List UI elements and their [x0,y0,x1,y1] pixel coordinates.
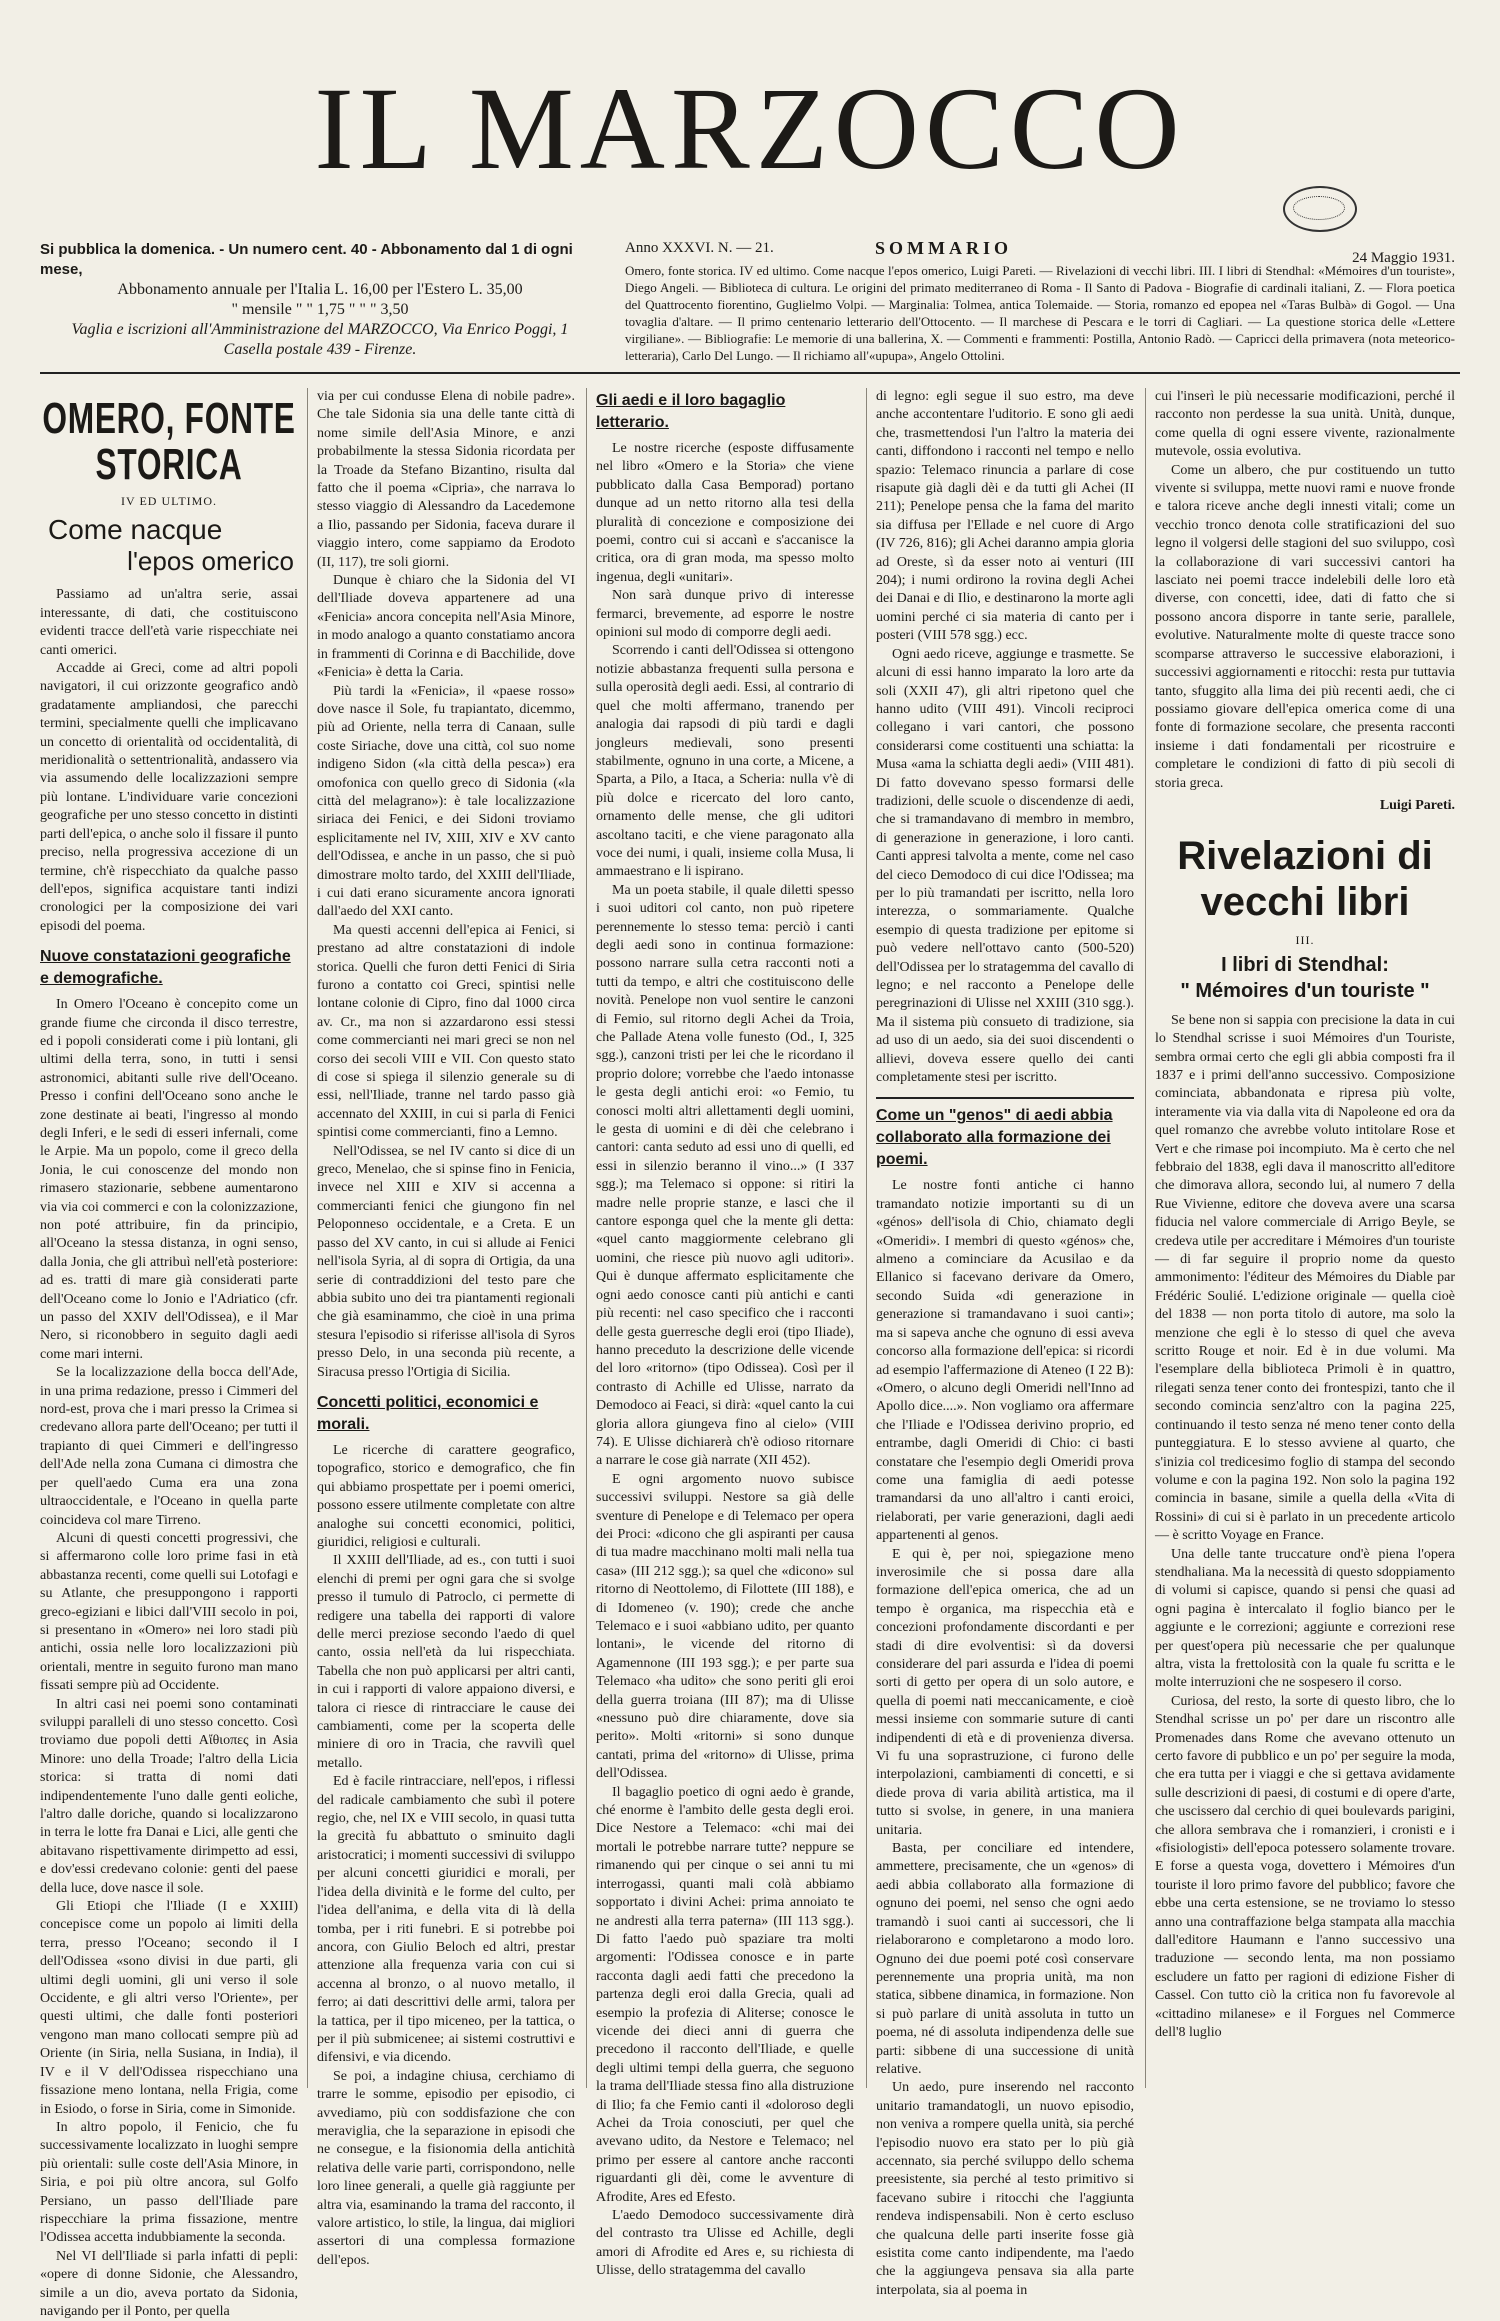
paragraph: Le nostre fonti antiche ci hanno tramandato notizie importanti su di un «génos» dell'isola di Chio, chiamato degli «Omeridi». I membri di questo «génos» che, almeno a cominciare da Acusilao e da Ellanico si facevano derivare da Omero, secondo Suida «di generazione in generazione si tramandavano i suoi canti»; ma si sapeva anche che ognuno di essi aveva concorso alla formazione dell'epica: si ricordi ad esempio l'affermazione di Ateneo (I 22 B): «Omero, o alcuno degli Omeridi nell'Inno ad Apollo dice....». Non vogliamo ora affermare che l'Iliade e l'Odissea derivino proprio, ed entrambe, dagli Omeridi di Chio: ci basti constatare che l'esempio degli Omeridi prova come una famiglia di aedi potesse tramandarsi da uno all'altro i canti eroici, rielaborati, per varie generazioni, dagli aedi appartenenti al genos. [876,1178,1134,1544]
paragraph: via per cui condusse Elena di nobile padre». Che tale Sidonia sia una delle tante città di nome simile dell'Asia Minore, e anzi probabilmente la stessa Sidonia ricordata per la Troade da Stefano Bizantino, risulta dal fatto che il poema «Cipria», che narrava lo stesso viaggio di Alessandro da Lacedemone a Ilio, passando per Sidonia, faceva durare il viaggio intero, come sappiamo da Erodoto (II, 117), tre soli giorni. [317,389,575,570]
paragraph: Il bagaglio poetico di ogni aedo è grande, ché enorme è l'ambito delle gesta degli eroi. Dice Nestore a Telemaco: «chi mai dei mortali le potrebbe narrare tutte? neppure se rimanendo qui per cinque o sei anni tu mi interrogassi, quanti mali colà abbiamo sopportato i divini Achei: prima annoiato te ne andresti alla terra paterna» (III 113 sgg.). Di fatto l'aedo può spaziare tra molti argomenti: l'Odissea conosce e in parte racconta dagli aedi fatti che precedono la partenza degli eroi dalla Grecia, quali ad esempio la profezia di Aliterse; conosce le vicende dei dieci anni di guerra che precedono il racconto dell'Iliade, e quelle degli ultimi tempi della guerra, che seguono la trama dell'Iliade stessa fino alla distruzione di Ilio; fa che Femio canti il «doloroso degli Achei da Troia conosciuti, per quel che avevano udito, da Nestore e Telemaco; nel primo per essere al cantore anche racconti riguardanti gli dèi, come le avventure di Afrodite, Ares ed Efesto. [596,1784,854,2205]
sommario-title: SOMMARIO [875,238,1012,258]
paragraph: Se bene non si sappia con precisione la data in cui lo Stendhal scrisse i suoi Mémoires d'un Touriste, sembra ormai certo che egli gli abbia composti fra il 1837 e i primi dell'anno successivo. Composizione cominciata, abbandonata e ripresa più volte, interamente via via dalla vita di Napoleone ed ora da quel romanzo che avrebbe voluto intitolare Rose et Vert e che rimase poi incompiuto. Ma è certo che nel febbraio del 1838, egli dava il manoscritto all'editore che dimorava allora, secondo lui, al numero 7 della Rue Vivienne, editore che doveva avere una scarsa fiducia nel valore commerciale di Arrigo Beyle, se credeva utile per accreditare i Mémoires d'un touriste — di far seguire il proprio nome da questo ammonimento: l'éditeur des Mémoires du Diable par Frédéric Soulié. L'edizione originale — quella cioè del 1838 — non porta titolo di autore, ma solo la menzione che egli è lo stesso di quel che aveva scritto Rouge et noir. Ed è in due volumi. Ma l'esemplare della biblioteca Primoli è in quattro, rilegati senza tener conto dei frontespizi, tanto che il secondo comincia senz'altro con la pagina 225, continuando il testo senza né meno tener conto della punteggiatura. E lo stesso avviene al quarto, che s'inizia col tredicesimo foglio di stampa del secondo volume e con la pagina 192. Non solo la pagina 192 comincia in basane, simile a quella della «Vita di Rossini» di cui si è parlato in un precedente articolo — è scritto Voyage en France. [1155,1012,1455,1544]
column-rule [586,388,587,2088]
paragraph: In Omero l'Oceano è concepito come un grande fiume che circonda il disco terrestre, ed i popoli considerati come i più lontani, gli ultimi della terra, sono, in tutti i sensi astronomici, abitanti sulle rive dell'Oceano. Presso i confini dell'Oceano sono anche le zone destinate ai beati, l'ingresso al mondo degli Inferi, e le sedi di esseri infernali, come le Arpie. Ma un popolo, come il greco della Jonia, le cui conoscenze del mondo non rimasero stazionarie, sebbene aumentarono via via coi commerci e con la colonizzazione, non poté attribuire, fin da principio, all'Oceano la stessa distanza, in ogni senso, dalla Jonia, che gli attribuì nell'età posteriore: ad es. tratti di mare già considerati parte dell'Oceano come lo Jonio e l'Adriatico (cfr. un passo del XXIV dell'Odissea), e il Mar Nero, si riconobbero in seguito dagli aedi come mari interni. [40,997,298,1362]
issue-summary [625,240,1455,364]
column-4 [876,388,1134,2298]
paragraph: Ma un poeta stabile, il quale diletti spesso i suoi uditori col canto, non può ripetere perennemente lo stesso tema: perciò i canti degli aedi sono in continua formazione: possono narrare sulla cetra racconti noti a tutti da tempo, e altri che costituiscono delle novità. Penelope non vuol sentire le canzoni di Femio, sul ritorno degli Achei da Troia, che Pallade Atena volle funesto (Od., I, 325 sgg.), canzoni tristi per lei che le ricordano il proprio dolore; vorrebbe che l'aedo intonasse le gesta degli antichi eroi: «o Femio, tu conosci molti altri allettamenti degli uomini, le gesta di uomini e di dèi che celebrano i cantori: canta seduto ad essi uno di quelli, ed essi in silenzio beranno il vino...» (I 337 sgg.); ma Telemaco si oppone: si ritiri la madre nelle proprie stanze, e lasci che il cantore esponga quel che la mente gli detta: «quel canto maggiormente celebrano gli uomini, che riesce più nuovo agli uditori». Qui è dunque affermato esplicitamente che ogni aedo conosce canti più antichi e canti più recenti: nel caso specifico che i racconti delle gesta guerresche degli eroi (tipo Iliade), hanno preceduto la descrizione delle vicende del loro «ritorno» (tipo Odissea). Così per il contrasto di Achille ed Ulisse, narrato da Demodoco ai Feaci, si dirà: «quel canto la cui gloria allora giungeva fino al cielo» (VIII 74). E Ulisse dichiarerà ch'è odioso ritornare a narrare le cose già narrate (XII 452). [596,882,854,1469]
paragraph: di legno: egli segue il suo estro, ma deve anche accontentare l'uditorio. E sono gli aedi che, trasmettendosi l'un l'altro la materia dei canti, diffondono i racconti nel tempo e nello spazio: Telemaco rinuncia a parlare di cose risapute già dagli dèi e da tutti gli Achei (II 211); Penelope pensa che la fama del marito sia diffusa per l'Ellade e nel cuore di Argo (IV 726, 816); gli Achei daranno ampia gloria ad Oreste, sì da esser noto ai venturi (III 204); i numi ordirono la rovina degli Achei dei Danai e di Ilio, e destinarono la morte agli uomini perché ci sia materia di canto per i posteri (VIII 578 sgg.) ecc. [876,389,1134,644]
column-rule [1145,388,1146,2088]
paragraph: Non sarà dunque privo di interesse fermarci, brevemente, ad esporre le nostre opinioni sul modo di comporre degli aedi. [596,588,854,641]
column-2 [317,388,575,2268]
column-rule [866,388,867,2088]
pubinfo-line4: Vaglia e iscrizioni all'Amministrazione del MARZOCCO, Via Enrico Poggi, 1 [71,321,569,338]
paragraph: Se poi, a indagine chiusa, cerchiamo di trarre le somme, episodio per episodio, ci avvediamo, più con soddisfazione che con meraviglia, che la separazione in episodi che ne consegue, e la fisionomia della antichità relativa delle varie parti, corrispondono, nelle loro linee generali, a quelle già raggiunte per altra via, esaminando la trama del racconto, il valore artistico, lo stile, la lingua, dai migliori assertori di una complessa formazione dell'epos. [317,2068,575,2268]
header-divider [40,372,1460,374]
paragraph: Ma questi accenni dell'epica ai Fenici, si prestano ad altre constatazioni di indole storica. Quelli che furon detti Fenici di Siria furono a contatto coi Greci, spintisi nelle lontane colonie di Cipro, fino dal 1000 circa av. Cr., ma non si azzardarono essi stessi come commercianti nei mari greci se non nel corso dei secoli VIII e VII. Con questo stato di cose si spiega il silenzio generale su di essi, nell'Iliade, tranne nel tardo passo già accennato del XXIII, in cui si parla di Fenici spintisi come commercianti, fino a Lemno. [317,922,575,1141]
article-subtitle-2: l'epos omerico [127,546,294,577]
article-subtitle-2: " Mémoires d'un touriste " [1180,979,1430,1002]
pubinfo-line2: Abbonamento annuale per l'Italia L. 16,00 per l'Estero L. 35,00 [117,281,523,298]
section-heading: Concetti politici, economici e morali. [317,1393,539,1433]
paragraph: Un aedo, pure inserendo nel racconto unitario tramandatogli, un nuovo episodio, non veniva a rompere quella unità, sia perché l'episodio nuovo era stato per lo più già accennato, sia perché sviluppo dello schema preesistente, sia perché al testo primitivo si facevano subire i ritocchi che l'aggiunta rendeva indispensabili. Non è certo escluso che qualcuna delle parti inserite fosse già esistita come canto indipendente, ma l'aedo che la aggiungeva pensava sia alla parte interpolata, sia al poema in [876,2080,1134,2298]
paragraph: Le ricerche di carattere geografico, topografico, storico e demografico, che fin qui abbiamo prospettate per i poemi omerici, possono essere utilmente completate con altre analoghe sui concetti economici, politici, giuridici, religiosi e culturali. [317,1442,575,1550]
paragraph: Ogni aedo riceve, aggiunge e trasmette. Se alcuni di essi hanno imparato la loro arte da soli (XXII 47), gli altri ripetono quel che hanno udito (VIII 491). Vincoli reciproci collegano i vari cantori, che possono considerarsi come costituenti una schiatta: la Musa «ama la schiatta degli aedi» (VIII 481). Di fatto dovevano spesso formarsi delle tradizioni, delle scuole o discendenze di aedi, che si tramandavano di membro in membro, di generazione in generazione, i loro canti. Canti appresi talvolta a mente, come nel caso del cieco Demodoco di cui dice l'Odissea; ma per lo più tramandati per iscritto, nella loro interezza, o sommariamente. Qualche esempio di questa tradizione per epitome si può vedere nell'ottavo canto (500-520) dell'Odissea per lo stratagemma del cavallo di legno; e nel racconto a Penelope delle peregrinazioni di Ulisse nel XXIII (310 sgg.). Ma il sistema più consueto di tradizione, sia ad uso di un aedo, sia dei suoi discendenti o allievi, doveva essere quello dei canti completamente stesi per iscritto. [876,646,1134,1086]
paragraph: Più tardi la «Fenicia», il «paese rosso» dove nasce il Sole, fu trapiantato, dicemmo, più ad Oriente, nella terra di Canaan, sulle coste Siriache, dove una città, col suo nome indigeno Sidon («la città della pesca») era omofonica con quello greco di Sidonia («la città del melagrano»): è tale localizzazione siriaca dei Fenici, e dei Sidoni troviamo esplicitamente nel IV, XIII, XIV e XV canto dell'Odissea, e anche in un passo, che si può dimostrare molto tardo, del XXIII dell'Iliade, i cui dati erano sicuramente ancora ignorati dall'aedo del XXI canto. [317,683,575,920]
section-heading: Nuove constatazioni geografiche e demografiche. [40,948,291,988]
paragraph: Le nostre ricerche (esposte diffusamente nel libro «Omero e la Storia» che viene pubblicato dalla Casa Bemporad) portano dunque ad un netto ritorno alla tesi della pluralità di concezione e composizione dei poemi, contro cui si accanì e s'accanisce la critica, ora di gran moda, ma spesso molto ingenua, degli «unitari». [596,441,854,585]
paragraph: Passiamo ad un'altra serie, assai interessante, di dati, che costituiscono evidenti tracce dell'età varie rispecchiate nei canti omerici. [40,587,298,658]
publication-info [40,240,600,360]
issue-number: Anno XXXVI. N. — 21. [625,240,774,256]
column-1 [40,388,298,2319]
pubinfo-line3: " mensile " " 1,75 " " " 3,50 [231,301,409,318]
column-5 [1155,388,1455,2100]
masthead-title: IL MARZOCCO [314,63,1186,194]
paragraph: Dunque è chiaro che la Sidonia del VI dell'Iliade doveva appartenere ad una «Fenicia» ancora concepita nell'Asia Minore, in modo analogo a quanto constatiamo ancora in frammenti di Corinna e di Bacchilide, dove «Fenicia» è detta la Caria. [317,573,575,681]
pubinfo-line1: Si pubblica la domenica. - Un numero cent. 40 - Abbonamento dal 1 di ogni mese, [40,241,573,278]
article-title-omero: OMERO, FONTE STORICA [42,394,296,489]
paragraph: Una delle tante truccature ond'è piena l'opera stendhaliana. Ma la necessità di questo sdoppiamento di volumi si capisce, quando si pensi che quasi ad ogni pagina è intercalato il foglio bianco per le aggiunte e le correzioni; aggiunte e correzioni rese per quest'opera più necessarie che per qualunque altra, vista la frettolosità con la quale fu scritta e le molte interruzioni che ne sospesero il corso. [1155,1546,1455,1691]
article-subtitle-1: Come nacque [48,514,223,546]
paragraph: Basta, per conciliare ed intendere, ammettere, precisamente, che un «genos» di aedi abbia collaborato alla formazione di ognuno dei poemi, nel senso che ogni aedo tramandò i suoi canti ai successori, che li rielaborarono e completarono a modo loro. Ognuno dei due poemi poté così conservare perennemente una propria unità, ma non statica, sibbene dinamica, in formazione. Non si può parlare di unità assoluta in tutto un poema, né di assoluta indipendenza delle sue parti: sibbene di una successione di unità relative. [876,1841,1134,2077]
paragraph: Nel VI dell'Iliade si parla infatti di pepli: «opere di donne Sidonie, che Alessandro, simile a un dio, aveva portato da Sidonia, navigando per il Ponto, per quella [40,2248,298,2319]
paragraph: Se la localizzazione della bocca dell'Ade, in una prima redazione, presso i Cimmeri del nord-est, prova che i mari presso la Crimea si credevano allora parte dell'Oceano; per tutti il trapianto di quei Cimmeri e dell'ingresso dell'Ade nella zona Cumana ci dimostra che per quell'aedo Cuma era una zona ultraoccidentale, e l'Oceano in quella parte coincideva col mare Tirreno. [40,1365,298,1528]
section-heading: Gli aedi e il loro bagaglio letterario. [596,392,786,431]
issue-date: 24 Maggio 1931. [1352,250,1455,266]
paragraph: cui l'inserì le più necessarie modificazioni, perché il racconto non perdesse la sua unità. Unità, dunque, come quella di ogni essere vivente, razionalmente mutevole, ossia evolutiva. [1155,389,1455,460]
paragraph: E qui è, per noi, spiegazione meno inverosimile che si possa dare alla formazione dell'epica omerica, che ad un tempo è organica, ma rispecchia età e concezioni profondamente discordanti e per stadi di dire evolventisi: sì da doversi considerare del pari assurda e l'idea di poemi sorti di getto per opera di un solo autore, e quella di poemi nati meccanicamente, e cioè messi insieme con sommarie suture di canti indipendenti di età e di provenienza diversa. Vi fu una soprastruzione, ci furono delle interpolazioni, cambiamenti di concetti, e si diede prova di varia abilità artistica, ma il tutto si svolse, in genere, in una maniera unitaria. [876,1546,1134,1838]
column-rule [307,388,308,2088]
pubinfo-line5: Casella postale 439 - Firenze. [223,341,417,358]
paragraph: Scorrendo i canti dell'Odissea si ottengono notizie abbastanza frequenti sulla persona e sulla operosità degli aedi. Essi, al contrario di quel che molti affermano, tranendo per analogia dai rapsodi di più tardi e dagli jongleurs medievali, sono presenti stabilmente, ognuno in una corte, a Micene, a Sparta, a Pilo, a Itaca, a Scheria: nulla v'è di più dolce e ricercato del loro canto, ornamento delle mense, che gli uditori ascoltano taciti, e che viene paragonato alla voce dei numi, i quali, insieme colla Musa, li ammaestrano e li ispirano. [596,643,854,880]
library-stamp [1283,186,1357,232]
column-3 [596,388,854,2279]
paragraph: Nell'Odissea, se nel IV canto si dice di un greco, Menelao, che si spinse fino in Fenicia, invece nel XIII e XIV si accenna a commercianti fenici che giungono fin nel Peloponneso occidentale, e a Creta. E un passo del XV canto, in cui si allude ai Fenici nell'isola Syria, al di sopra di Ortigia, da una serie di contraddizioni del testo pare che abbia subito uno dei tra piantamenti regionali che già esaminammo, che cioè in una prima stesura l'episodio si riferisse all'isola di Syros presso Delo, in una seconda più recente, a Siracusa presso l'Ortigia di Sicilia. [317,1143,575,1380]
paragraph: Gli Etiopi che l'Iliade (I e XXIII) concepisce come un popolo ai limiti della terra, presso l'Oceano; secondo il I dell'Odissea «sono divisi in due parti, gli ultimi degli uomini, gli uni verso il sole Occidente, e gli altri verso l'Oriente», per questi ultimi, che dalle fonti posteriori vengono man mano collocati sempre più ad Oriente (in Siria, nella Susiana, in India), il IV e il V dell'Odissea rispecchiano una fissazione meno lontana, nella Frigia, come in Esiodo, o forse in Siria, come in Simonide. [40,1899,298,2117]
paragraph: Accadde ai Greci, come ad altri popoli navigatori, il cui orizzonte geografico andò gradatamente ampliandosi, che parecchi termini, specialmente quelli che implicavano un concetto di orientalità od occidentalità, di meridionalità o settentrionalità, andassero via via assumendo delle localizzazioni sempre più lontane. L'individuare varie concezioni geografiche per uno stesso concetto in distinti parti dell'epica, o anche solo il fissare il punto preciso, nella progressiva accezione di un termine, ch'è rispecchiato da qualche passo dell'epos, significa acquistare tanti indizi cronologici per la composizione dei vari episodi del poema. [40,661,298,934]
article-part: III. [1295,933,1315,948]
paragraph: E ogni argomento nuovo subisce successivi sviluppi. Nestore sa già delle sventure di Penelope e di Telemaco per opera dei Proci: «dicono che gli aspiranti per causa di tua madre macchinano molti mali nella tua casa» (III 212 sgg.); sa quel che «dicono» sul ritorno di Neottolemo, di Filottete (III 188), e di Idomeneo (v. 190); crede che anche Telemaco e i suoi «abbiano udito, per quanto lontani», le vicende del ritorno di Agamennone (III 193 sgg.); e per parte sua Telemaco «ha udito» che sono periti gli eroi della guerra troiana (III 87); ma di Ulisse «nessuno può dire chiaramente, dove sia perito». Molti «ritorni» si sono dunque cantati, prima del «ritorno» di Ulisse, prima dell'Odissea. [596,1471,854,1782]
sommario-text: Omero, fonte storica. IV ed ultimo. Come nacque l'epos omerico, Luigi Pareti. — Rivelazioni di vecchi libri. III. I libri di Stendhal: «Mémoires d'un touriste», Diego Angeli. — Biblioteca di cultura. Le origini del primato mediterraneo di Roma - Il Santo di Padova - Biografie di cardinali italiani, Z. — Flora poetica del Quattrocento fiorentino, Guglielmo Volpi. — Marginalia: Tolmea, antica Tolemaide. — Storia, romanzo ed epopea nel «Taras Bulbà» di Gogol. — Una tovaglia d'altare. — Il primo centenario letterario dell'Ottocento. — Il marchese di Pescara e le torri di Cagliari. — La questione storica delle «Lettere virgiliane». — Bibliografie: Le memorie di una ballerina, X. — Commenti e frammenti: Postilla, Antonio Radò. — Capricci della primavera (nota meteorico-letteraria), Carlo Del Lungo. — Il richiamo all'«upupa», Angelo Ottolini. [625,263,1455,363]
article-author: Luigi Pareti. [1379,797,1455,813]
article-subtitle-1: I libri di Stendhal: [1221,953,1389,976]
article-title-rivelazioni: Rivelazioni di vecchi libri [1177,834,1433,925]
article-part: IV ED ULTIMO. [121,494,217,508]
paragraph: Come un albero, che pur costituendo un tutto vivente si sviluppa, mette nuovi rami e nuove fronde e talora riceve anche degli innesti vitali; come un vecchio tronco denota colle stratificazioni del suo legno il volgersi delle stagioni del suo sviluppo, così la collaborazione di vari successivi cantori ha lasciato nei poemi tracce indelebili delle loro età diverse, con concetti, idee, dati di fatto che si possono ancora disporre in tante serie, parallele, evolutive. Naturalmente molte di queste tracce sono scomparse attraverso le successive elaborazioni, i successivi aggiornamenti e ritocchi: resta pur tuttavia tanto, sfuggito alla lima dei più recenti aedi, che ci possiamo giovare dell'epica omerica come di una fonte di formazione secolare, che presenta racconti insieme i dati fondamentali per ricostruire e completare le condizioni di fatto di più secoli di storia greca. [1155,462,1455,791]
paragraph: Ed è facile rintracciare, nell'epos, i riflessi del radicale cambiamento che subì il potere regio, che, nel IX e VIII secolo, in quasi tutta la grecità fu abbattuto o sminuito dagli aristocratici; i momenti successivi di sviluppo per alcuni concetti giuridici e morali, per l'idea della divinità e le forme del culto, per l'idea dell'anima, e della vita di là della tomba, per i riti funebri. E si potrebbe poi ancora, con Giulio Beloch ed altri, prestar attenzione alla frequenza varia con cui si accenna al bronzo, o al nuovo metallo, il ferro; ai dati descrittivi delle armi, talora per la tattica, per il tipo miceneo, per la tattica, o per il più submicenee; ai sistemi costruttivi e difensivi, e via dicendo. [317,1774,575,2066]
paragraph: Alcuni di questi concetti progressivi, che si affermarono colle loro prime fasi in età abbastanza recenti, come quelli sui Lotofagi e su Atlante, che presuppongono i rapporti greco-egiziani e libici dall'VIII secolo in poi, si presentano in «Omero» nei loro stadi più antichi, ossia nelle loro localizzazioni più orientali, mentre in seguito furono man mano fissati sempre più ad Occidente. [40,1530,298,1694]
paragraph: Curiosa, del resto, la sorte di questo libro, che lo Stendhal scrisse un po' per dare un riscontro alle Promenades dans Rome che avevano ottenuto un certo favore di pubblico e un po' per seguire la moda, che era tutta per i viaggi e che si gettava avidamente sulle descrizioni di paesi, di costumi e di opere d'arte, che uscissero dal cerchio di quei boulevards parigini, che allora sembrava che i romanzieri, i cronisti e i «fisiologisti» dell'epoca potessero solamente trovare. E forse a questa voga, dovettero i Mémoires d'un touriste il loro primo favore del pubblico; favore che ebbe una certa estensione, se ne troviamo lo stesso anno una contraffazione belga stampata alla macchia dall'editore Haumann e l'anno successivo una traduzione — secondo lenta, ma non possiamo escludere un fatto per ragioni di edizione Fisher di Cassel. Con tutto ciò la critica non fu favorevole al «cittadino milanese» e il Forgues nel Commerce dell'8 luglio [1155,1693,1455,2041]
paragraph: In altro popolo, il Fenicio, che fu successivamente localizzato in luoghi sempre più orientali: sulle coste dell'Asia Minore, in Siria, e poi più oltre ancora, sul Golfo Persiano, un passo dell'Iliade pare rispecchiare la prima fissazione, mentre l'Odissea accetta indubbiamente la seconda. [40,2119,298,2246]
paragraph: L'aedo Demodoco successivamente dirà del contrasto tra Ulisse ed Achille, degli amori di Afrodite ed Ares e, su richiesta di Ulisse, dello stratagemma del cavallo [596,2208,854,2279]
paragraph: In altri casi nei poemi sono contaminati sviluppi paralleli di uno stesso concetto. Così troviamo due popoli detti Αἴθιοπες in Asia Minore: uno della Troade; l'altro della Licia storica: si tratta di nomi dati indipendentemente l'uno dalle genti eoliche, l'altro dalle doriche, quando si localizzarono in terra le lotte fra Danai e Lici, alle genti che abitavano rispettivamente dirimpetto ad essi, e dov'essi credevano colonie: genti del paese della luce, dove nasce il sole. [40,1696,298,1896]
paragraph: Il XXIII dell'Iliade, ad es., con tutti i suoi elenchi di premi per ogni gara che si svolge presso il tumulo di Patroclo, ci permette di redigere una tabella dei rapporti di valore delle merci preziose secondo l'aedo di quel canto, ossia nell'età da lui rispecchiata. Tabella che non può applicarsi per altri canti, in cui i rapporti di valore appaiono diversi, e talora ci riesce di rintracciare le cause dei cambiamenti, come per la scoperta delle miniere di oro in Tracia, che ravvilì quel metallo. [317,1553,575,1771]
section-heading: Come un "genos" di aedi abbia collaborato alla formazione dei poemi. [876,1097,1134,1171]
